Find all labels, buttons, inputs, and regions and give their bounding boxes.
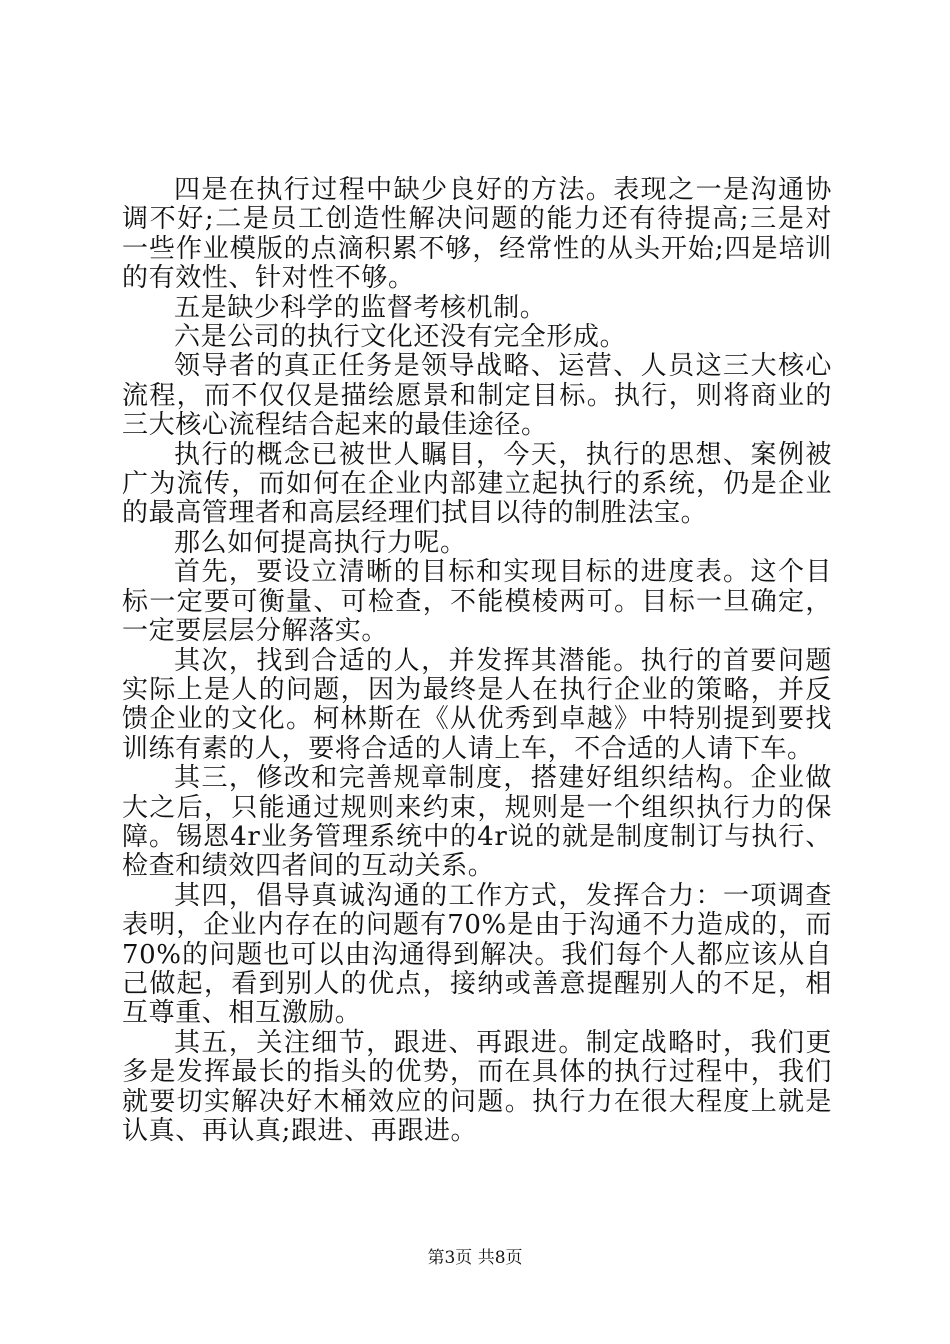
document-body xyxy=(122,176,832,1146)
paragraph: 其三，修改和完善规章制度，搭建好组织结构。企业做大之后，只能通过规则来约束，规则是一个组织执行力的保障。锡恩4r业务管理系统中的4r说的就是制度制订与执行、检查和绩效四者间的互动关系。 xyxy=(122,763,832,882)
page-number-footer: 第3页 共8页 xyxy=(427,1248,523,1268)
paragraph: 执行的概念已被世人瞩目，今天，执行的思想、案例被广为流传，而如何在企业内部建立起执行的系统，仍是企业的最高管理者和高层经理们拭目以待的制胜法宝。 xyxy=(122,439,832,529)
paragraph: 那么如何提高执行力呢。 xyxy=(174,527,467,558)
paragraph: 领导者的真正任务是领导战略、运营、人员这三大核心流程，而不仅仅是描绘愿景和制定目标。执行，则将商业的三大核心流程结合起来的最佳途径。 xyxy=(122,351,832,441)
paragraph: 其五，关注细节，跟进、再跟进。制定战略时，我们更多是发挥最长的指头的优势，而在具体的执行过程中，我们就要切实解决好木桶效应的问题。执行力在很大程度上就是认真、再认真;跟进、再跟进。 xyxy=(122,1027,832,1146)
paragraph: 四是在执行过程中缺少良好的方法。表现之一是沟通协调不好;二是员工创造性解决问题的能力还有待提高;三是对一些作业模版的点滴积累不够，经常性的从头开始;四是培训的有效性、针对性不够。 xyxy=(122,175,832,294)
paragraph: 五是缺少科学的监督考核机制。 xyxy=(174,292,547,323)
paragraph: 其次，找到合适的人，并发挥其潜能。执行的首要问题实际上是人的问题，因为最终是人在执行企业的策略，并反馈企业的文化。柯林斯在《从优秀到卓越》中特别提到要找训练有素的人，要将合适的人请上车，不合适的人请下车。 xyxy=(122,645,832,764)
paragraph: 六是公司的执行文化还没有完全形成。 xyxy=(174,322,627,353)
paragraph: 首先，要设立清晰的目标和实现目标的进度表。这个目标一定要可衡量、可检查，不能模棱两可。目标一旦确定，一定要层层分解落实。 xyxy=(122,557,832,647)
paragraph: 其四，倡导真诚沟通的工作方式，发挥合力：一项调查表明，企业内存在的问题有70%是由于沟通不力造成的，而70%的问题也可以由沟通得到解决。我们每个人都应该从自己做起，看到别人的优点，接纳或善意提醒别人的不足，相互尊重、相互激励。 xyxy=(122,880,832,1029)
